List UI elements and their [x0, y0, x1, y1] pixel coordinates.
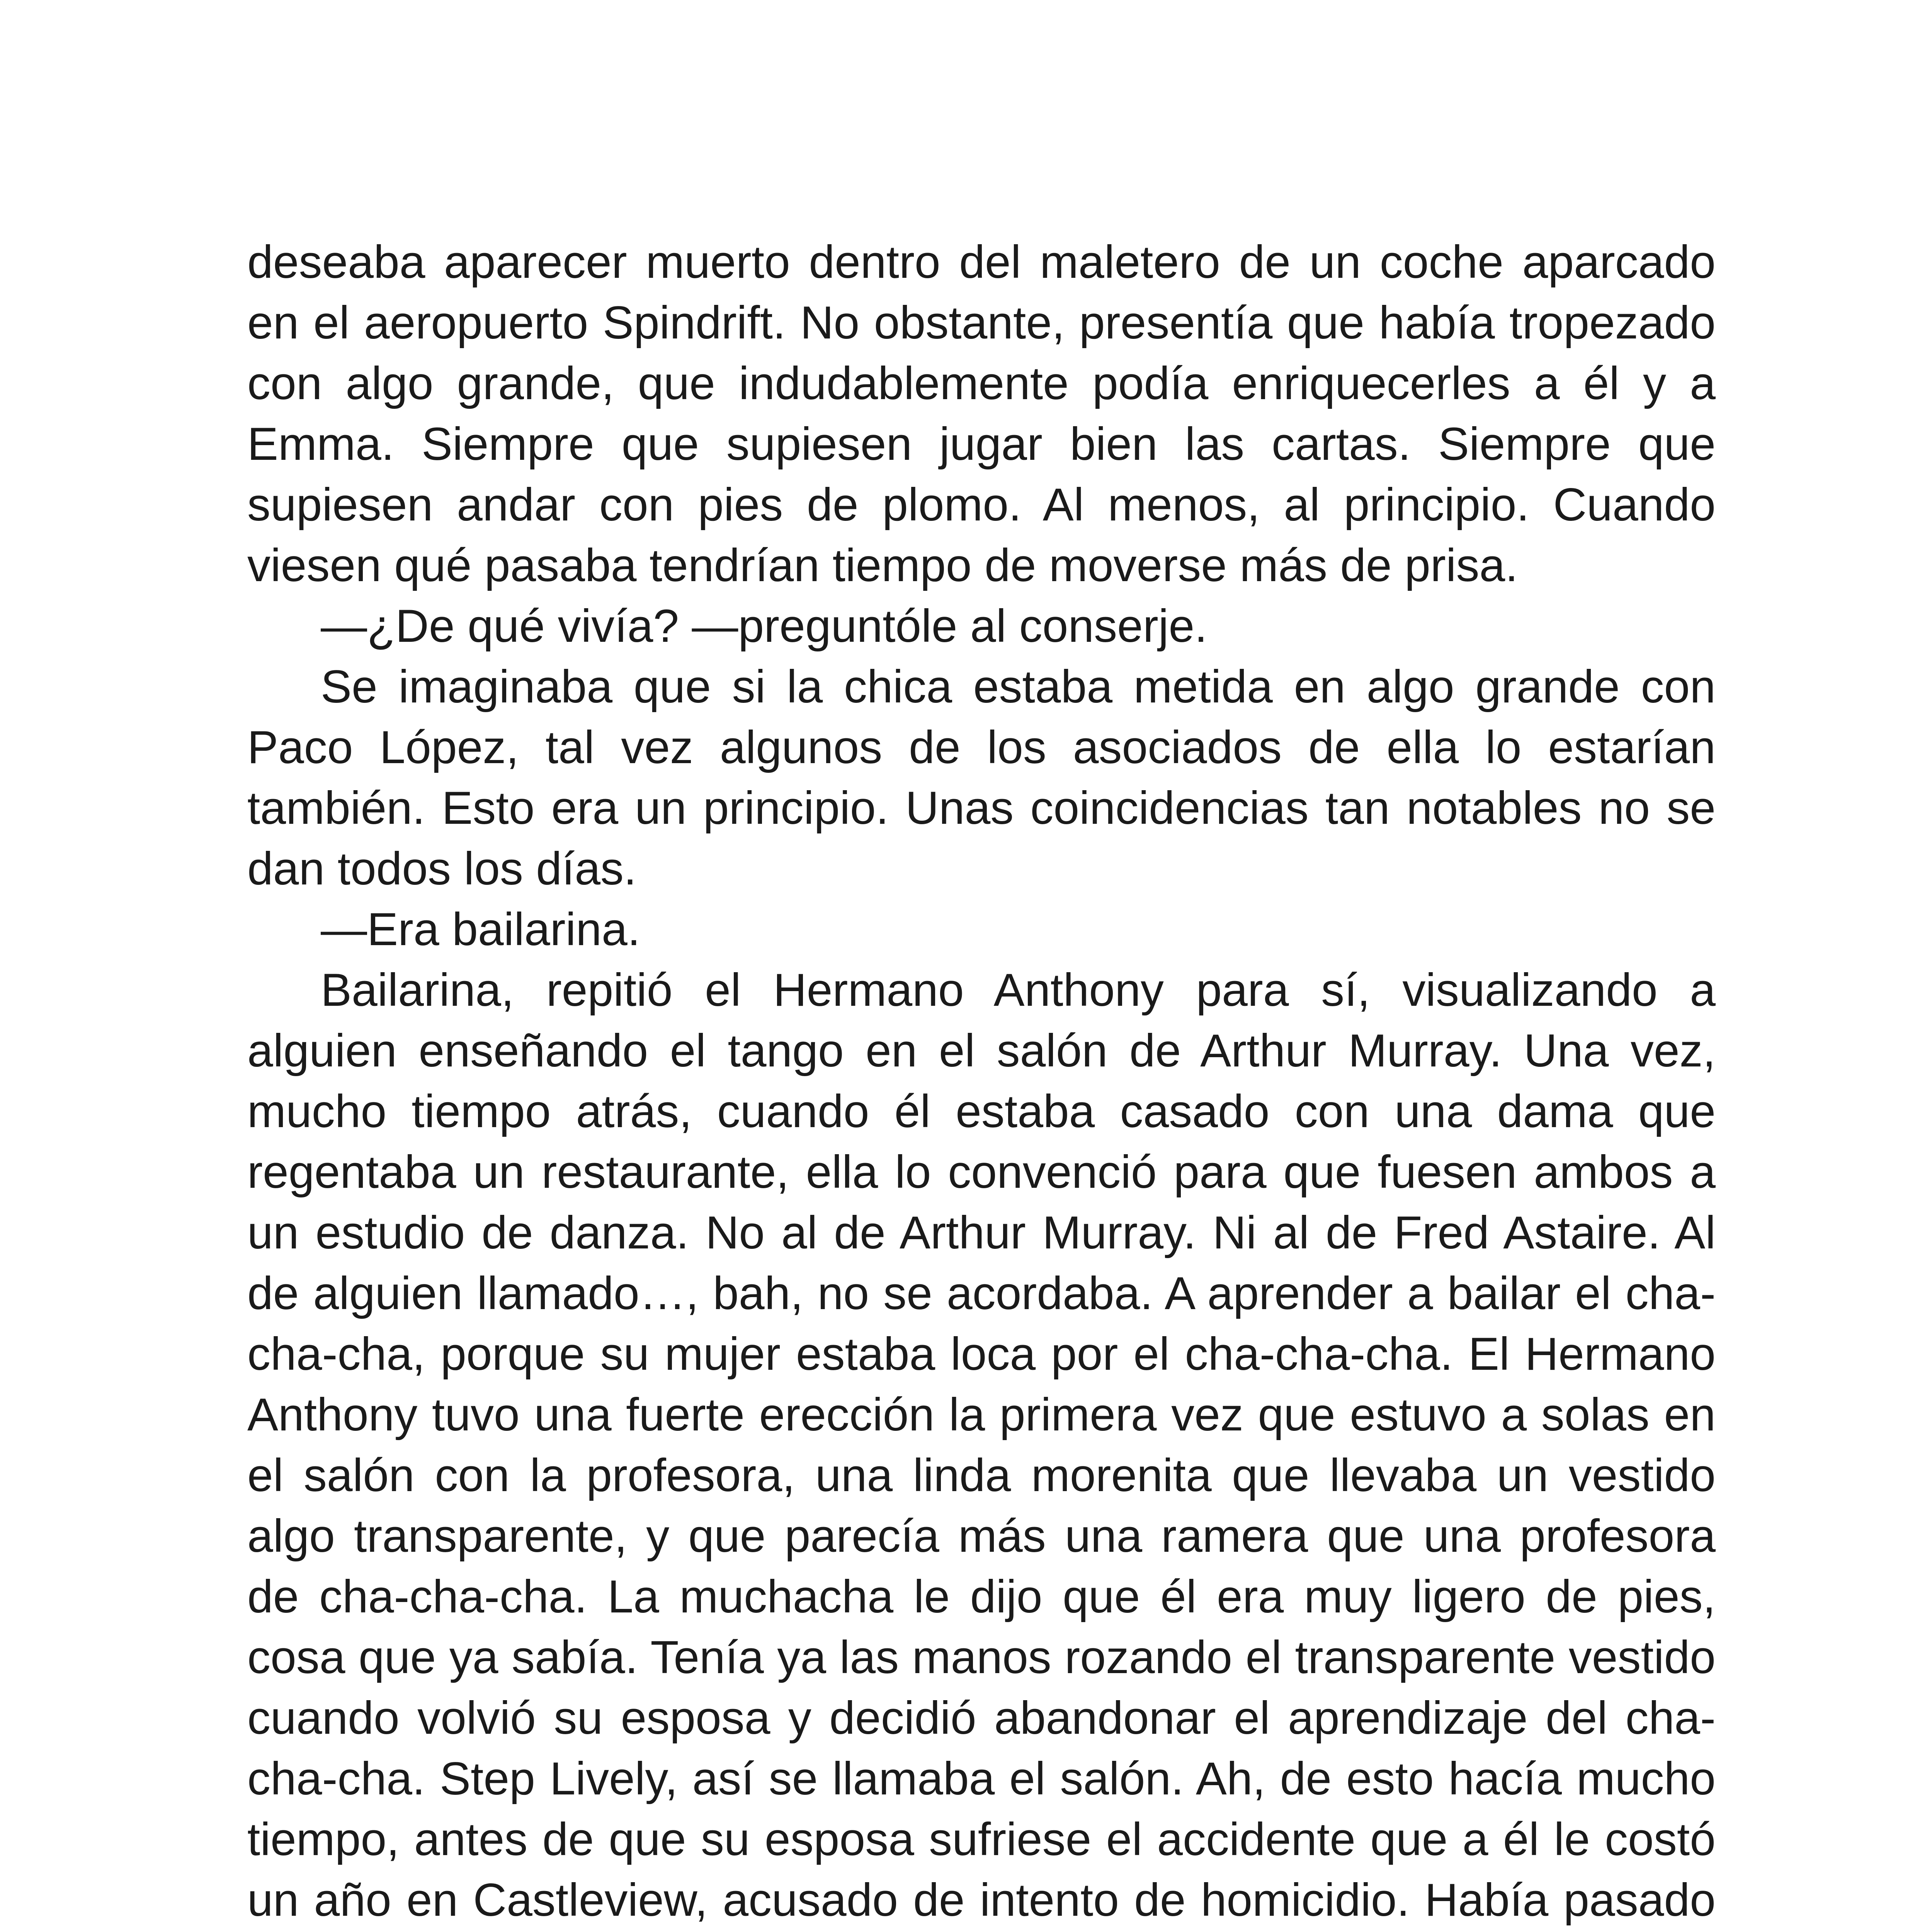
paragraph-5-text: Bailarina, repitió el Hermano Anthony para sí, visualizando a alguien enseñando el tango en el salón de Arthur Murray. Una vez, mucho tiempo atrás, cuando él estaba casado con una dama que regentaba un restaurante, ella lo convenció para que fuesen ambos a un estudio de danza. No al de Arthur Murray. Ni al de Fred Astaire. Al de alguien llamado…, bah, no se acordaba. A aprender a bailar el cha-cha-cha, porque su mujer estaba loca por el cha-cha-cha. El Hermano Anthony tuvo una fuerte erección la primera vez que estuvo a solas en el salón con la profesora, una linda morenita que llevaba un vestido algo transparente, y que parecía más una ramera que una profesora de cha-cha-cha. La muchacha le dijo que él era muy ligero de pies, cosa que ya sabía. Tenía ya las manos rozando el transparente vestido cuando volvió su esposa y decidió abandonar el aprendizaje del cha-cha-cha. Step Lively, así se llamaba el salón. Ah, de esto hacía mucho tiempo, antes de que su esposa sufriese el accidente que a él le costó un año en Castleview, acusado de intento de homicidio. Había pasado — [247, 964, 1716, 1926]
paragraph-1-text: deseaba aparecer muerto dentro del maletero de un coche aparcado en el aeropuerto Spindrift. No obstante, presentía que había tropezado con algo grande, que indudablemente podía enriquecerles a él y a Emma. Siempre que supiesen jugar bien las cartas. Siempre que supiesen andar con pies de plomo. Al menos, al principio. Cuando viesen qué pasaba tendrían tiempo de moverse más de prisa. — [247, 236, 1716, 591]
paragraph-1 — [247, 232, 1716, 596]
paragraph-5 — [247, 960, 1716, 1932]
paragraph-2 — [247, 596, 1716, 656]
paragraph-2-text: —¿De qué vivía? —preguntóle al conserje. — [321, 600, 1208, 652]
paragraph-3 — [247, 656, 1716, 899]
body-text — [247, 232, 1716, 1932]
paragraph-4-text: —Era bailarina. — [321, 903, 641, 955]
paragraph-3-text: Se imaginaba que si la chica estaba metida en algo grande con Paco López, tal vez algunos de los asociados de ella lo estarían también. Esto era un principio. Unas coincidencias tan notables no se dan todos los días. — [247, 661, 1716, 895]
paragraph-4 — [247, 899, 1716, 960]
